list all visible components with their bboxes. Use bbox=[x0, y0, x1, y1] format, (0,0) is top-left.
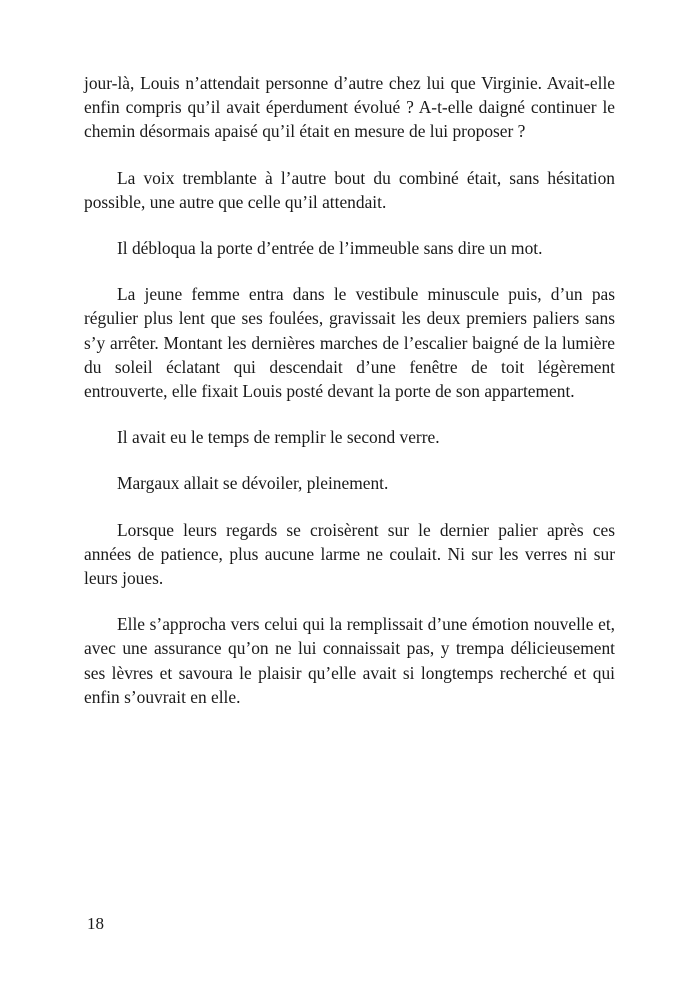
page-number: 18 bbox=[87, 914, 104, 933]
paragraph-gazes: Lorsque leurs regards se croisèrent sur le dernier palier après ces années de patience, plus aucune larme ne coulait. Ni sur les verres ni sur leurs joues. bbox=[84, 519, 615, 589]
paragraph-ending: Elle s’approcha vers celui qui la remplissait d’une émotion nouvelle et, avec une assurance qu’on ne lui connaissait pas, y trempa délicieusement ses lèvres et savoura le plaisir qu’elle avait si longtemps recherché et qui enfin s’ouvrait en elle. bbox=[84, 614, 615, 707]
page-body bbox=[84, 71, 615, 731]
paragraph-voice: La voix tremblante à l’autre bout du combiné était, sans hésitation possible, une autre que celle qu’il attendait. bbox=[84, 167, 615, 212]
paragraph-door: Il débloqua la porte d’entrée de l’immeuble sans dire un mot. bbox=[117, 238, 543, 259]
paragraph-continuation: jour-là, Louis n’attendait personne d’autre chez lui que Virginie. Avait-elle enfin compris qu’il avait éperdument évolué ? A-t-elle daigné continuer le chemin désormais apaisé qu’il était en mesure de lui proposer ? bbox=[84, 73, 615, 142]
paragraph-staircase: La jeune femme entra dans le vestibule minuscule puis, d’un pas régulier plus lent que ses foulées, gravissait les deux premiers paliers sans s’y arrêter. Montant les dernières marches de l’escalier baigné de la lumière du soleil éclatant qui descendait d’une fenêtre de toit légèrement entrouverte, elle fixait Louis posté devant la porte de son appartement. bbox=[84, 284, 615, 402]
paragraph-glass: Il avait eu le temps de remplir le second verre. bbox=[117, 427, 440, 448]
paragraph-margaux: Margaux allait se dévoiler, pleinement. bbox=[117, 473, 389, 494]
